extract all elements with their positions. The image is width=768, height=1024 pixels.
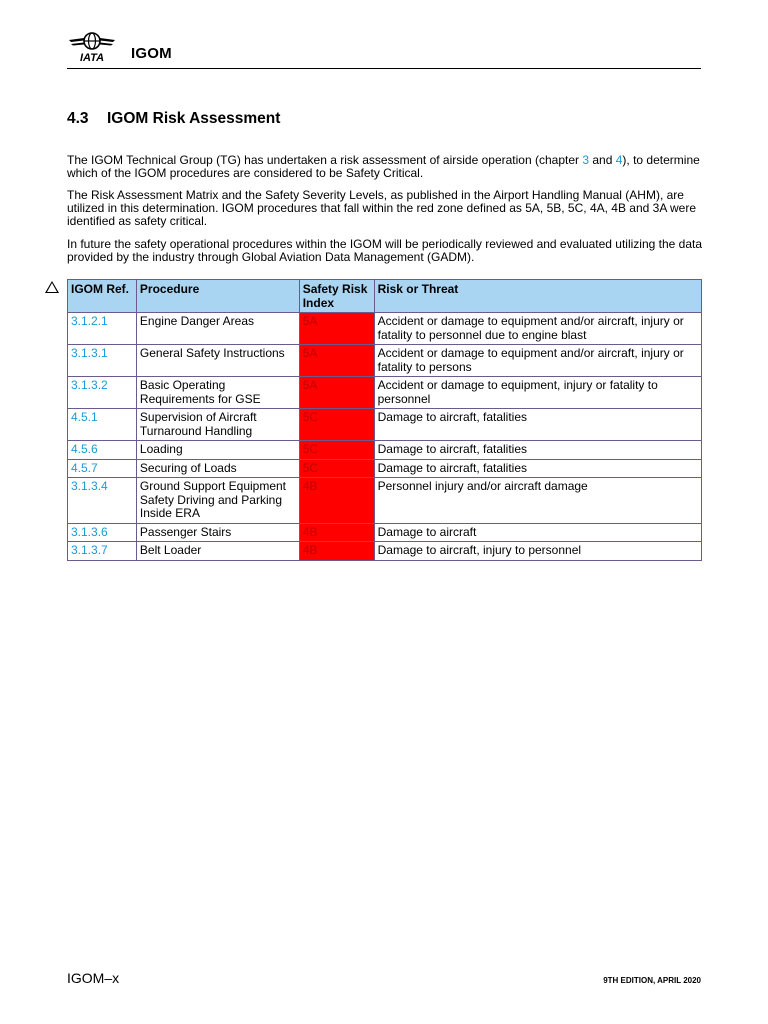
igom-ref-link[interactable]: 3.1.3.2 [68, 377, 137, 409]
igom-ref-link[interactable]: 3.1.3.7 [68, 542, 137, 561]
table-row [68, 313, 702, 345]
igom-ref-link[interactable]: 4.5.1 [68, 409, 137, 441]
table-row [68, 409, 702, 441]
procedure-cell: Passenger Stairs [136, 523, 299, 542]
risk-threat-cell: Damage to aircraft, injury to personnel [374, 542, 701, 561]
section-heading [67, 110, 280, 128]
table-row [68, 459, 702, 478]
paragraph-future-review: In future the safety operational procedures within the IGOM will be periodically reviewed and evaluated utilizing the data provided by the industry through Global Aviation Data Management (GADM). [67, 237, 703, 264]
table-row [68, 441, 702, 460]
procedure-cell: Engine Danger Areas [136, 313, 299, 345]
svg-text:IATA: IATA [79, 52, 105, 64]
table-row [68, 377, 702, 409]
iata-globe-logo-icon [67, 30, 117, 64]
risk-threat-cell: Damage to aircraft, fatalities [374, 409, 701, 441]
procedure-cell: Ground Support Equipment Safety Driving and Parking Inside ERA [136, 478, 299, 524]
risk-threat-cell: Damage to aircraft [374, 523, 701, 542]
page-header [67, 30, 701, 69]
table-header-row [68, 280, 702, 313]
risk-index-cell: 5A [299, 313, 374, 345]
procedure-cell: Basic Operating Requirements for GSE [136, 377, 299, 409]
column-header-risk-or-threat: Risk or Threat [374, 280, 701, 313]
column-header-procedure: Procedure [136, 280, 299, 313]
iata-logo [67, 30, 117, 64]
risk-threat-cell: Personnel injury and/or aircraft damage [374, 478, 701, 524]
risk-index-cell: 5C [299, 409, 374, 441]
table-row [68, 345, 702, 377]
igom-ref-link[interactable]: 3.1.3.4 [68, 478, 137, 524]
risk-index-cell: 4B [299, 542, 374, 561]
risk-assessment-table [67, 279, 702, 561]
risk-index-cell: 4B [299, 523, 374, 542]
risk-index-cell: 5C [299, 459, 374, 478]
section-number: 4.3 [67, 110, 89, 127]
risk-threat-cell: Accident or damage to equipment and/or aircraft, injury or fatality to personnel due to engine blast [374, 313, 701, 345]
procedure-cell: Securing of Loads [136, 459, 299, 478]
edition-label: 9TH EDITION, APRIL 2020 [603, 976, 701, 985]
procedure-cell: General Safety Instructions [136, 345, 299, 377]
chapter-3-link[interactable]: 3 [582, 153, 590, 167]
risk-index-cell: 5A [299, 377, 374, 409]
igom-ref-link[interactable]: 4.5.7 [68, 459, 137, 478]
paragraph-risk-matrix: The Risk Assessment Matrix and the Safety Severity Levels, as published in the Airport Handling Manual (AHM), are utilized in this determination. IGOM procedures that fall within the red zone defined as 5A, 5B, 5C, 4A, 4B and 3A were identified as safety critical. [67, 188, 697, 228]
igom-ref-link[interactable]: 3.1.3.1 [68, 345, 137, 377]
paragraph-text: ), to determine which of the IGOM procedures are considered to be Safety Critical. [67, 153, 700, 180]
procedure-cell: Loading [136, 441, 299, 460]
risk-index-cell: 5A [299, 345, 374, 377]
paragraph-intro [67, 154, 707, 180]
risk-index-cell: 5C [299, 441, 374, 460]
risk-threat-cell: Damage to aircraft, fatalities [374, 459, 701, 478]
risk-threat-cell: Accident or damage to equipment, injury or fatality to personnel [374, 377, 701, 409]
table-row [68, 542, 702, 561]
risk-threat-cell: Damage to aircraft, fatalities [374, 441, 701, 460]
procedure-cell: Belt Loader [136, 542, 299, 561]
table-row [68, 523, 702, 542]
igom-ref-link[interactable]: 3.1.2.1 [68, 313, 137, 345]
risk-threat-cell: Accident or damage to equipment and/or aircraft, injury or fatality to persons [374, 345, 701, 377]
column-header-igom-ref: IGOM Ref. [68, 280, 137, 313]
header-title: IGOM [131, 45, 172, 62]
section-title: IGOM Risk Assessment [107, 110, 281, 127]
igom-ref-link[interactable]: 4.5.6 [68, 441, 137, 460]
igom-ref-link[interactable]: 3.1.3.6 [68, 523, 137, 542]
column-header-safety-risk-index: Safety Risk Index [299, 280, 374, 313]
procedure-cell: Supervision of Aircraft Turnaround Handling [136, 409, 299, 441]
page-number: IGOM–x [67, 970, 120, 986]
risk-index-cell: 4B [299, 478, 374, 524]
table-row [68, 478, 702, 524]
paragraph-text: and [589, 153, 616, 167]
triangle-change-marker-icon [45, 281, 59, 293]
chapter-4-link[interactable]: 4 [615, 153, 623, 167]
paragraph-text: The IGOM Technical Group (TG) has undertaken a risk assessment of airside operation (chapter [67, 153, 583, 167]
